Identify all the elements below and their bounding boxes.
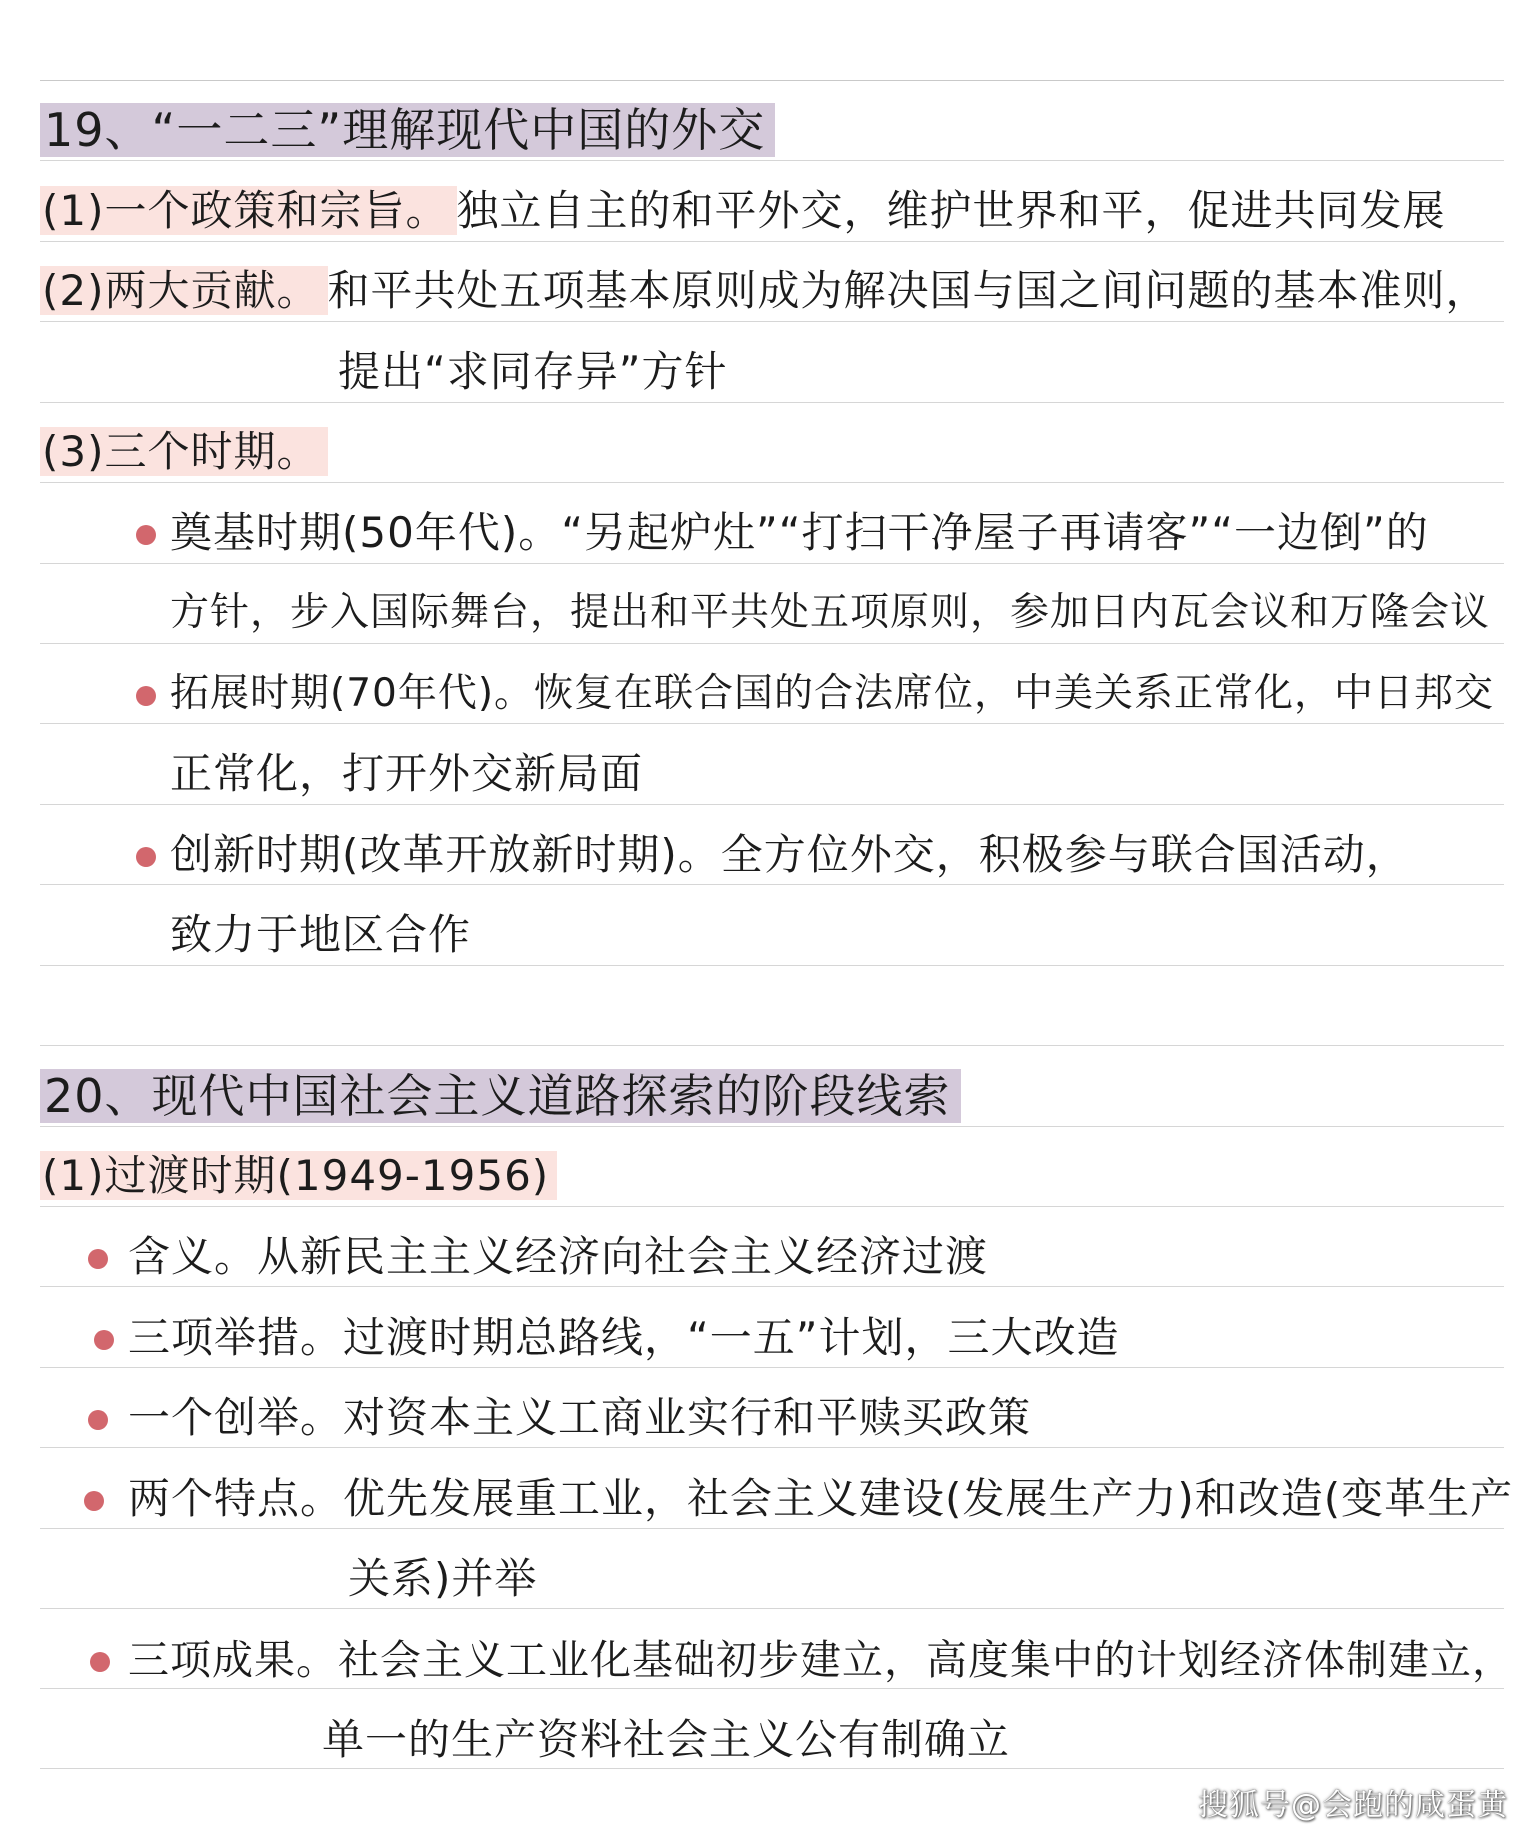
point-3-line-1: 一个创举。对资本主义工商业实行和平赎买政策 <box>128 1393 1032 1442</box>
bullet-icon <box>94 1330 114 1350</box>
ruled-line <box>40 563 1504 564</box>
ruled-line <box>40 1126 1504 1127</box>
period-2-line-1: 拓展时期(70年代)。恢复在联合国的合法席位，中美关系正常化，中日邦交 <box>170 671 1495 716</box>
ruled-line <box>40 804 1504 805</box>
ruled-line <box>40 160 1504 161</box>
period-1-line-2: 方针，步入国际舞台，提出和平共处五项原则，参加日内瓦会议和万隆会议 <box>170 590 1491 635</box>
ruled-line <box>40 1768 1504 1769</box>
bullet-icon <box>84 1491 104 1511</box>
bullet-icon <box>136 686 156 706</box>
section-20-heading: 20、现代中国社会主义道路探索的阶段线索 <box>40 1069 961 1123</box>
ruled-line <box>40 1367 1504 1368</box>
ruled-line <box>40 1608 1504 1609</box>
ruled-line <box>40 1286 1504 1287</box>
ruled-line <box>40 482 1504 483</box>
ruled-line <box>40 1447 1504 1448</box>
section-20-item-1 <box>40 1148 557 1204</box>
bullet-icon <box>88 1410 108 1430</box>
section-19-item-2-label: (2)两大贡献。 <box>40 266 328 315</box>
ruled-line <box>40 1045 1504 1046</box>
point-1-line-1: 含义。从新民主主义经济向社会主义经济过渡 <box>128 1232 989 1281</box>
ruled-line <box>40 1206 1504 1207</box>
section-19-item-2-continued: 提出“求同存异”方针 <box>338 347 728 396</box>
bullet-icon <box>136 525 156 545</box>
section-20-item-1-label: (1)过渡时期(1949-1956) <box>40 1151 557 1200</box>
point-4-line-2: 关系)并举 <box>348 1554 538 1603</box>
ruled-line <box>40 402 1504 403</box>
point-4-line-1: 两个特点。优先发展重工业，社会主义建设(发展生产力)和改造(变革生产 <box>128 1474 1514 1523</box>
section-19-heading: 19、“一二三”理解现代中国的外交 <box>40 103 775 157</box>
ruled-line <box>40 723 1504 724</box>
ruled-line <box>40 965 1504 966</box>
section-19-item-3 <box>40 424 328 480</box>
period-2-line-2: 正常化，打开外交新局面 <box>170 749 644 798</box>
section-19-item-2-text: 和平共处五项基本原则成为解决国与国之间问题的基本准则， <box>327 266 1489 315</box>
section-19-heading-row <box>40 102 775 160</box>
watermark: 搜狐号@会跑的咸蛋黄 <box>1198 1788 1508 1823</box>
ruled-line <box>40 321 1504 322</box>
period-3-line-2: 致力于地区合作 <box>170 910 472 959</box>
bullet-icon <box>88 1249 108 1269</box>
ruled-line <box>40 884 1504 885</box>
section-19-item-1 <box>40 183 1446 239</box>
section-19-item-1-text: 独立自主的和平外交，维护世界和平，促进共同发展 <box>456 186 1446 235</box>
period-1-line-1: 奠基时期(50年代)。“另起炉灶”“打扫干净屋子再请客”“一边倒”的 <box>170 508 1429 557</box>
ruled-line <box>40 643 1504 644</box>
point-2-line-1: 三项举措。过渡时期总路线，“一五”计划，三大改造 <box>128 1313 1120 1362</box>
section-20-heading-row <box>40 1068 961 1126</box>
bullet-icon <box>136 847 156 867</box>
point-5-line-2: 单一的生产资料社会主义公有制确立 <box>322 1715 1011 1764</box>
section-19-item-1-label: (1)一个政策和宗旨。 <box>40 186 457 235</box>
section-19-item-2 <box>40 263 1489 319</box>
section-19-item-3-label: (3)三个时期。 <box>40 427 328 476</box>
point-5-line-1: 三项成果。社会主义工业化基础初步建立，高度集中的计划经济体制建立， <box>128 1636 1514 1684</box>
ruled-line <box>40 80 1504 81</box>
bullet-icon <box>90 1652 110 1672</box>
ruled-line <box>40 1528 1504 1529</box>
ruled-line <box>40 241 1504 242</box>
period-3-line-1: 创新时期(改革开放新时期)。全方位外交，积极参与联合国活动， <box>170 830 1409 879</box>
ruled-line <box>40 1688 1504 1689</box>
